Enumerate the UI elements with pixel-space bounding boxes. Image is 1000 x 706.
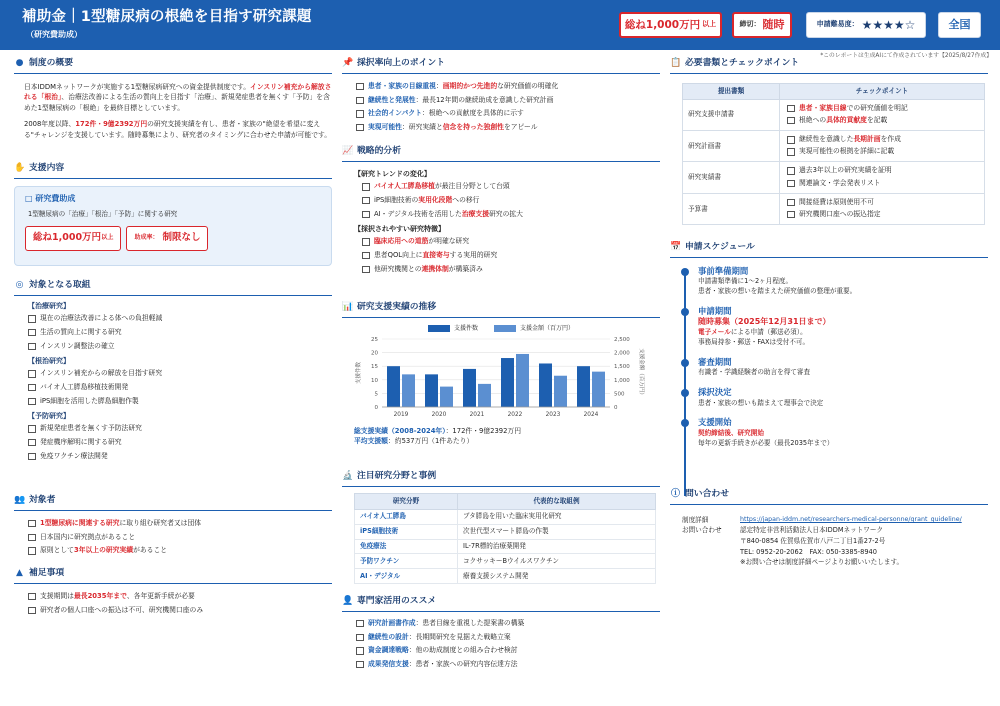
- timeline-item: [676, 357, 988, 378]
- table-row: [355, 509, 656, 524]
- info-icon: ⓘ: [670, 489, 680, 500]
- list-item: [348, 196, 660, 205]
- rate-pill-value: 制限なし: [162, 231, 201, 243]
- timeline-dot: [681, 268, 689, 276]
- chart-stats: [342, 426, 660, 446]
- trend-title: 【研究トレンドの変化】: [354, 169, 431, 178]
- overview-paragraph-2: [14, 119, 332, 140]
- page-header: [0, 0, 1000, 50]
- support-box-desc: 1型糖尿病の「治療」「根治」「予防」に関する研究: [28, 209, 178, 218]
- field-name: iPS細胞技術: [355, 524, 458, 539]
- overview-p1-c: 、治療法改善による生活の質向上を目指す「治療」、新規発症患者を無くす「予防」を含めた1型糖尿病の「根絶」を最終目標としています。: [24, 93, 330, 112]
- timeline-red-title: 随時募集（2025年12月31日まで）: [698, 317, 831, 327]
- support-heading: [14, 163, 332, 179]
- bar-amount: [516, 354, 529, 407]
- eligible-item3-red: 3年以上の研究実績: [73, 546, 134, 555]
- list-item: 現在の治療法改善による体への負担軽減: [14, 314, 332, 323]
- support-box-title: □ 研究費助成: [25, 193, 76, 203]
- timeline-line-text: 有識者・学識経験者の助言を得て審査: [698, 368, 811, 377]
- expert-rest: ：他の助成制度との組み合わせ検討: [408, 646, 518, 655]
- list-item: 研究者の個人口座への振込は不可、研究機関口座のみ: [14, 606, 332, 615]
- field-name: AI・デジタル: [355, 569, 458, 584]
- stats-total-label: 総支援実績（2008-2024年）: [354, 426, 446, 435]
- list-item: [348, 182, 660, 191]
- list-item: インスリン調整法の確立: [14, 342, 332, 351]
- targets-group-title: 【予防研究】: [28, 411, 70, 420]
- y2-tick-label: 2,500: [614, 336, 630, 343]
- point-post: をアピール: [503, 122, 538, 131]
- bar-count: [387, 366, 400, 407]
- support-section: [14, 163, 332, 266]
- fields-heading: [342, 471, 660, 487]
- doc-check-red: 長期計画: [853, 135, 881, 144]
- field-example: コクサッキーBウイルスワクチン: [458, 554, 656, 569]
- experts-section: [342, 596, 660, 674]
- easy-red: 臨床応用への道筋: [374, 237, 429, 246]
- targets-heading-text: 対象となる取組: [29, 280, 91, 290]
- difficulty-stars: ★★★★☆: [861, 17, 916, 32]
- y2-tick-label: 1,500: [614, 364, 630, 371]
- contact-note: ※お問い合せは制度詳細ページよりお願いいたします。: [740, 558, 904, 567]
- difficulty-label: 申請難易度：: [816, 20, 859, 29]
- list-item: [342, 96, 660, 105]
- list-item: [342, 660, 660, 669]
- list-item: [348, 237, 660, 246]
- doc-name: 研究計画書: [683, 131, 780, 162]
- bar-count: [577, 366, 590, 407]
- list-item: [342, 619, 660, 628]
- overview-heading-text: 制度の概要: [29, 58, 73, 68]
- contact-section: [670, 489, 988, 568]
- point-post: な研究価値の明確化: [497, 81, 559, 90]
- targets-section: [14, 280, 332, 465]
- contact-row-inquiry: [682, 525, 988, 567]
- list-item: [348, 210, 660, 219]
- handshake-icon: ✋: [14, 163, 26, 174]
- y-tick-label: 15: [371, 364, 378, 371]
- bar-amount: [592, 372, 605, 407]
- list-item: 日本国内に研究拠点があること: [14, 533, 332, 542]
- easy-pre: 患者QOL向上に: [374, 250, 423, 259]
- contact-body: [670, 515, 988, 568]
- contact-address: 〒840-0854 佐賀県佐賀市八戸二丁目1番27-2号: [740, 536, 886, 545]
- list-item: [342, 82, 660, 91]
- eligible-item1-red: 1型糖尿病に関連する研究: [40, 518, 120, 527]
- point-red: 画期的かつ先進的: [442, 81, 498, 90]
- trend-post: が最注目分野として台頭: [434, 182, 510, 191]
- doc-name: 予算書: [683, 193, 780, 224]
- doc-check-pre: 根絶への: [799, 115, 827, 124]
- list-item: [342, 123, 660, 132]
- amount-badge: [619, 12, 722, 38]
- table-row: [355, 539, 656, 554]
- fields-heading-text: 注目研究分野と事例: [357, 471, 437, 481]
- y-tick-label: 5: [374, 391, 378, 398]
- x-tick-label: 2024: [583, 411, 599, 418]
- strategy-section: [342, 146, 660, 278]
- bar-chart-icon: 📊: [342, 302, 354, 313]
- timeline-title: 支援開始: [698, 417, 732, 428]
- overview-section: [14, 58, 332, 141]
- strategy-heading: [342, 146, 660, 162]
- eligible-section: [14, 495, 332, 560]
- pushpin-icon: 📌: [342, 58, 354, 69]
- legend-label-count: 支援件数: [453, 324, 478, 332]
- point-pre: ：研究実績と: [401, 122, 443, 131]
- supplement-item1-pre: 支援期間は: [40, 591, 74, 600]
- contact-heading-text: 問い合わせ: [685, 489, 729, 499]
- contact-key: 制度詳細: [682, 515, 709, 524]
- expert-key: 研究計画書作成: [368, 618, 416, 627]
- targets-heading: [14, 280, 332, 296]
- point-key: 実現可能性: [368, 122, 402, 131]
- legend-swatch-count: [428, 325, 450, 332]
- table-row: [355, 569, 656, 584]
- legend-label-amount: 支援金額（百万円）: [520, 324, 575, 332]
- doc-check-post: を記載: [866, 115, 888, 124]
- fields-col1: 研究分野: [355, 493, 458, 509]
- easy-red: 連携体制: [421, 264, 449, 273]
- difficulty-badge: [806, 12, 926, 38]
- list-item: [14, 592, 332, 601]
- schedule-section: [670, 242, 988, 449]
- bar-count: [501, 358, 514, 407]
- amount-pill-suffix: 以上: [101, 233, 114, 241]
- doc-name: 研究支援申請書: [683, 99, 780, 130]
- timeline-dot: [681, 308, 689, 316]
- bar-count: [425, 374, 438, 407]
- point-pre: ：: [435, 81, 443, 90]
- amount-badge-suffix: 以上: [702, 20, 717, 29]
- field-example: 療養支援システム開発: [458, 569, 656, 584]
- eligible-heading: [14, 495, 332, 511]
- amount-pill-main: 総ね1,000万円: [33, 231, 102, 243]
- points-section: [342, 58, 660, 137]
- point-key: 患者・家族の目線重視: [368, 81, 436, 90]
- rate-pill: [126, 226, 208, 251]
- trend-red: 実用化段階: [418, 195, 453, 204]
- overview-p2-b: 172件・9億2392万円: [75, 120, 148, 129]
- easy-post: が明確な研究: [428, 237, 470, 246]
- point-red: 信念を持った独創性: [442, 122, 504, 131]
- field-example: ブタ膵島を用いた臨床実用化研究: [458, 509, 656, 524]
- list-item: インスリン補充からの解放を目指す研究: [14, 369, 332, 378]
- point-pre: ：根絶への貢献度を具体的に示す: [421, 109, 524, 118]
- list-item: [785, 135, 979, 144]
- deadline-badge: [732, 12, 792, 38]
- expert-key: 成果発信支援: [368, 659, 409, 668]
- list-item: [342, 109, 660, 118]
- clipboard-icon: 📋: [670, 58, 682, 69]
- y2-tick-label: 500: [614, 391, 625, 398]
- expert-rest: ：患者・家族への研究内容伝達方法: [408, 659, 518, 668]
- list-item: 実現可能性の根拠を詳細に記載: [785, 147, 979, 156]
- expert-key: 資金調達戦略: [368, 646, 409, 655]
- docs-table: [682, 83, 985, 225]
- table-row: [683, 99, 985, 130]
- point-key: 社会的インパクト: [368, 109, 422, 118]
- table-row: [683, 131, 985, 162]
- list-item: [785, 116, 979, 125]
- doc-check-red: 患者・家族目線: [799, 103, 847, 112]
- people-icon: 👥: [14, 495, 26, 506]
- timeline-line-text: 毎年の更新手続きが必要（最長2035年まで）: [698, 438, 834, 447]
- warning-icon: ▲: [16, 568, 23, 579]
- list-item: 研究機関口座への振込指定: [785, 210, 979, 219]
- supplement-section: [14, 568, 332, 619]
- stats-avg: [354, 436, 660, 446]
- stats-avg-label: 平均支援額: [354, 436, 388, 445]
- table-header-row: [355, 493, 656, 509]
- deadline-label: 締切：: [739, 20, 761, 29]
- trend-pre: AI・デジタル技術を活用した: [374, 209, 462, 218]
- y2-tick-label: 1,000: [614, 377, 630, 384]
- docs-col1: 提出書類: [683, 83, 780, 99]
- timeline-title: 審査期間: [698, 356, 732, 367]
- field-name: バイオ人工膵島: [355, 509, 458, 524]
- field-name: 免疫療法: [355, 539, 458, 554]
- page-subtitle: （研究費助成）: [26, 30, 82, 39]
- experts-heading-text: 専門家活用のススメ: [357, 596, 437, 606]
- x-tick-label: 2019: [393, 411, 409, 418]
- timeline-item: [676, 266, 988, 297]
- trend-red: 治療支援: [461, 209, 489, 218]
- overview-p2-a: 2008年度以降、: [24, 120, 76, 129]
- expert-rest: ：患者目線を重視した提案書の構築: [415, 618, 525, 627]
- chart-heading: [342, 302, 660, 318]
- list-item: 免疫ワクチン療法開発: [14, 452, 332, 461]
- info-circle-icon: ●: [15, 58, 24, 69]
- trend-pre: iPS細胞技術の: [374, 195, 419, 204]
- timeline-item: [676, 417, 988, 448]
- y2-tick-label: 0: [614, 404, 618, 411]
- contact-org: 認定特定非営利活動法人日本IDDMネットワーク: [740, 526, 884, 535]
- stats-avg-value: ：約537万円（1件あたり）: [387, 436, 474, 445]
- overview-p2-c: の研究支援実績を有し、患者・家族の"絶望を希望に変える"チャレンジを支援しています。随時募集により、研究者のタイミングに合わせた申請が可能です。: [24, 120, 332, 139]
- fields-table: [354, 493, 656, 584]
- list-item: 過去3年以上の研究実績を証明: [785, 166, 979, 175]
- y-tick-label: 20: [371, 350, 378, 357]
- y-tick-label: 25: [371, 336, 378, 343]
- doc-check-pre: 継続性を意識した: [799, 135, 854, 144]
- trend-red: バイオ人工膵島移植: [374, 182, 435, 191]
- grant-guideline-link[interactable]: https://japan-iddm.net/researchers-medical-personne/grant_guideline/: [740, 515, 962, 523]
- stats-total-value: ：172件・9億2392万円: [445, 426, 522, 435]
- overview-paragraph-1: [14, 82, 332, 114]
- chart-legend: [342, 325, 660, 333]
- timeline-line-text: [698, 328, 988, 338]
- bar-chart: [342, 333, 660, 421]
- list-item: 関連論文・学会発表リスト: [785, 179, 979, 188]
- overview-p1-b: インスリン補充から解放される「根治」: [24, 82, 332, 102]
- fields-col2: 代表的な取組例: [458, 493, 656, 509]
- easy-post: する実用的研究: [449, 250, 498, 259]
- supplement-heading-text: 補足事項: [29, 568, 65, 578]
- list-item: [342, 646, 660, 655]
- x-tick-label: 2021: [469, 411, 485, 418]
- timeline-red-line: 契約締結後、研究開始: [698, 428, 764, 437]
- deadline-value: 随時: [762, 17, 785, 31]
- list-item: [785, 104, 979, 113]
- timeline-red-part: 電子メール: [698, 328, 731, 337]
- table-row: [355, 524, 656, 539]
- list-item: [342, 633, 660, 642]
- supplement-item1-red: 最長2035年まで: [73, 591, 127, 600]
- rate-pill-label: 助成率：: [134, 234, 159, 242]
- table-row: [683, 162, 985, 193]
- list-item: 発症機序解明に関する研究: [14, 438, 332, 447]
- legend-item-amount: [494, 325, 574, 333]
- contact-phone: TEL: 0952-20-2062 FAX: 050-3385-8940: [740, 547, 877, 556]
- schedule-timeline: [676, 266, 988, 449]
- list-item: [14, 519, 332, 528]
- contact-row-detail: [682, 515, 988, 526]
- timeline-line-text: 患者・家族の想いを踏まえた研究価値の整理が重要。: [698, 287, 857, 296]
- schedule-heading: [670, 242, 988, 258]
- ai-generated-note: *このレポートは生成AIにて作成されています【2025/8/27作成】: [820, 53, 992, 59]
- bar-amount: [440, 387, 453, 407]
- supplement-item1-post: 、各年更新手続が必要: [126, 591, 195, 600]
- trend-post: 研究の拡大: [489, 209, 523, 218]
- eligible-item1-rest: に取り組む研究者又は団体: [119, 518, 202, 527]
- points-heading-text: 採択率向上のポイント: [357, 58, 445, 68]
- target-icon: ◎: [15, 280, 24, 291]
- fields-section: [342, 471, 660, 584]
- bar-amount: [402, 374, 415, 407]
- amount-badge-main: 総ね1,000万円: [624, 18, 701, 31]
- timeline-item: [676, 387, 988, 408]
- eligible-item3-pre: 原則として: [40, 546, 74, 555]
- point-key: 継続性と発展性: [368, 95, 416, 104]
- bar-count: [463, 369, 476, 407]
- eligible-item3-post: があること: [133, 546, 168, 555]
- x-tick-label: 2022: [507, 411, 523, 418]
- list-item: 新規発症患者を無くす予防法研究: [14, 424, 332, 433]
- field-name: 予防ワクチン: [355, 554, 458, 569]
- x-tick-label: 2020: [431, 411, 447, 418]
- list-item: バイオ人工膵島移植技術開発: [14, 383, 332, 392]
- legend-swatch-amount: [494, 325, 516, 332]
- list-item: 生活の質向上に関する研究: [14, 328, 332, 337]
- contact-heading: [670, 489, 988, 505]
- points-heading: [342, 58, 660, 74]
- list-item: [14, 546, 332, 555]
- field-example: IL-7R標的治療薬開発: [458, 539, 656, 554]
- calendar-icon: 📅: [670, 242, 682, 253]
- table-row: [355, 554, 656, 569]
- y-axis-label: 支援件数: [356, 361, 362, 384]
- chart-section: [342, 302, 660, 446]
- schedule-heading-text: 申請スケジュール: [685, 242, 755, 252]
- microscope-icon: 🔬: [342, 471, 354, 482]
- timeline-title: 事前準備期間: [698, 265, 749, 276]
- easy-red: 直接寄与: [422, 250, 450, 259]
- timeline-dot: [681, 419, 689, 427]
- y2-tick-label: 2,000: [614, 350, 630, 357]
- docs-col2: チェックポイント: [780, 83, 985, 99]
- table-row: [683, 193, 985, 224]
- bar-amount: [478, 384, 491, 407]
- list-item: [348, 265, 660, 274]
- y-tick-label: 0: [374, 404, 378, 411]
- y2-axis-label: 支援金額（百万円）: [638, 348, 644, 398]
- bar-count: [539, 363, 552, 407]
- docs-heading: [670, 58, 988, 74]
- eligible-heading-text: 対象者: [29, 495, 56, 505]
- stats-total: [354, 426, 660, 436]
- easy-pre: 他研究機関との: [374, 264, 422, 273]
- bar-amount: [554, 376, 567, 407]
- timeline-line-text: 患者・家族の想いも踏まえて理事会で決定: [698, 398, 824, 407]
- doc-check-red: 具体的貢献度: [826, 115, 867, 124]
- list-item: iPS細胞を活用した膵島細胞作製: [14, 397, 332, 406]
- contact-key: お問い合わせ: [682, 526, 722, 535]
- overview-heading: [14, 58, 332, 74]
- support-pills: [25, 226, 321, 251]
- doc-check-post: での研究価値を明記: [846, 103, 908, 112]
- legend-item-count: [428, 325, 478, 333]
- timeline-item: [676, 306, 988, 348]
- timeline-rest-part: による申請（郵送必須）。: [730, 328, 807, 337]
- expert-rest: ：長期間研究を見据えた戦略立案: [408, 632, 511, 641]
- region-badge: 全国: [938, 12, 981, 38]
- timeline-title: 申請期間: [698, 306, 732, 316]
- support-box: [14, 186, 332, 266]
- easy-post: が構築済み: [448, 264, 483, 273]
- support-heading-text: 支援内容: [29, 163, 65, 173]
- targets-group-title: 【根治研究】: [28, 356, 70, 365]
- targets-group-title: 【治療研究】: [28, 301, 70, 310]
- strategy-heading-text: 戦略的分析: [357, 146, 401, 156]
- doc-name: 研究実績書: [683, 162, 780, 193]
- list-item: 間接経費は原則使用不可: [785, 198, 979, 207]
- x-tick-label: 2023: [545, 411, 561, 418]
- easy-title: 【採択されやすい研究特徴】: [354, 224, 445, 233]
- expert-key: 継続性の設計: [368, 632, 409, 641]
- docs-section: [670, 58, 988, 225]
- experts-heading: [342, 596, 660, 612]
- trend-post: への移行: [452, 195, 480, 204]
- timeline-title: 採択決定: [698, 387, 732, 398]
- list-item: [348, 251, 660, 260]
- docs-heading-text: 必要書類とチェックポイント: [685, 58, 800, 68]
- amount-pill: [25, 226, 121, 251]
- chart-title: 研究支援実績の推移: [357, 302, 437, 312]
- supplement-heading: [14, 568, 332, 584]
- timeline-dot: [681, 389, 689, 397]
- line-chart-icon: 📈: [342, 146, 354, 157]
- page-title: 補助金｜1型糖尿病の根絶を目指す研究課題: [22, 9, 312, 25]
- overview-p1-a: 日本IDDMネットワークが実施する1型糖尿病研究への資金提供制度です。: [24, 82, 251, 91]
- field-example: 次世代型スマート膵島の作製: [458, 524, 656, 539]
- timeline-line-text: 事務局持参・郵送・FAXは受付不可。: [698, 338, 810, 347]
- expert-icon: 👤: [342, 596, 354, 607]
- point-pre: ：最長12年間の継続助成を意識した研究計画: [415, 95, 554, 104]
- timeline-line-text: 申請書類準備に1〜2ヶ月程度。: [698, 277, 793, 286]
- table-header-row: [683, 83, 985, 99]
- y-tick-label: 10: [371, 377, 378, 384]
- doc-check-post: を作成: [880, 135, 901, 144]
- timeline-dot: [681, 359, 689, 367]
